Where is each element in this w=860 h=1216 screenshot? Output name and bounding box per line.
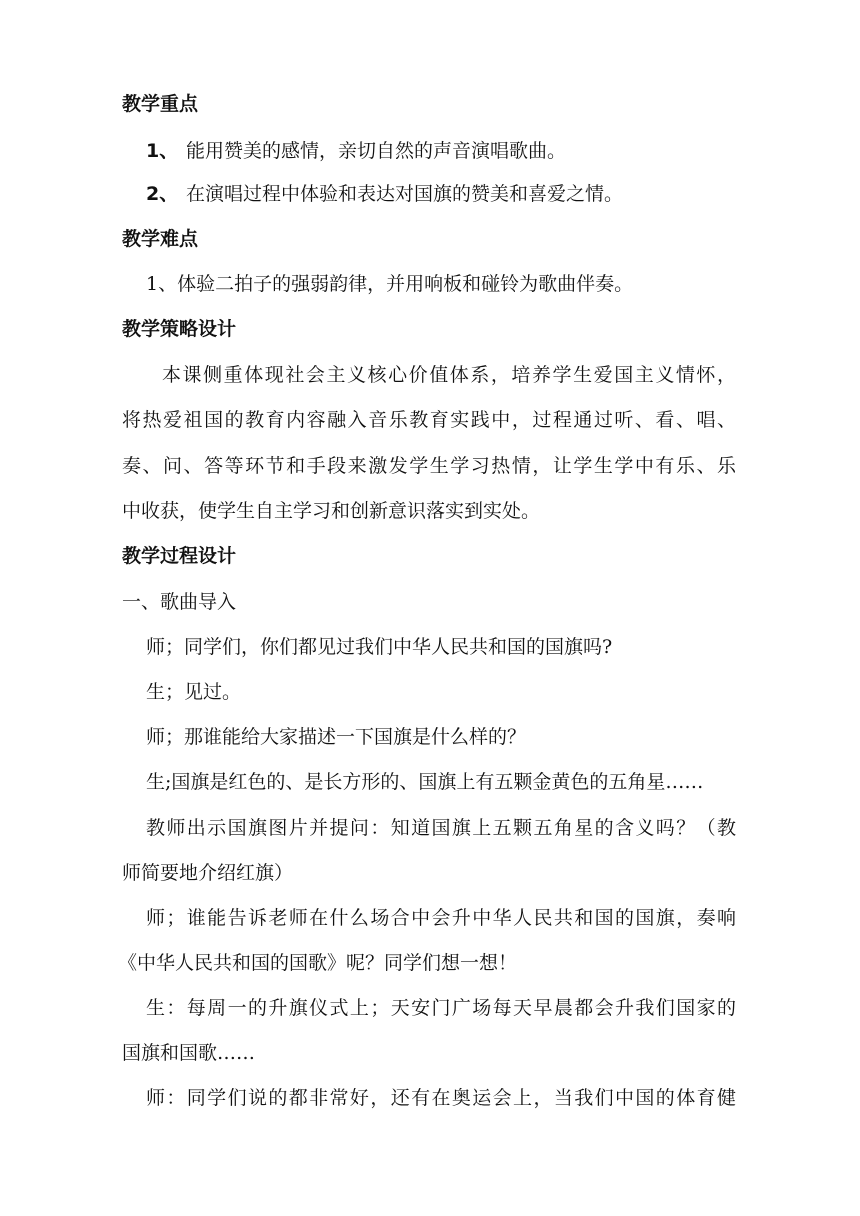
dialogue-line-2: 生；见过。 <box>146 681 242 703</box>
strategy-paragraph-line-1: 本课侧重体现社会主义核心价值体系，培养学生爱国主义情怀， <box>162 364 736 386</box>
dialogue-line-4: 生;国旗是红色的、是长方形的、国旗上有五颗金黄色的五角星…… <box>146 771 704 793</box>
dialogue-line-10: 国旗和国歌…… <box>122 1042 256 1064</box>
key-point-text-1: 能用赞美的感情，亲切自然的声音演唱歌曲。 <box>186 140 567 162</box>
dialogue-line-11: 师：同学们说的都非常好，还有在奥运会上，当我们中国的体育健 <box>146 1087 736 1109</box>
key-point-item-1 <box>146 140 771 162</box>
heading-process: 教学过程设计 <box>122 545 237 567</box>
heading-difficulties: 教学难点 <box>122 228 199 250</box>
dialogue-line-8: 《中华人民共和国的国歌》呢？同学们想一想！ <box>118 952 518 974</box>
heading-strategy: 教学策略设计 <box>122 318 237 340</box>
difficulty-item-1: 1、体验二拍子的强弱韵律，并用响板和碰铃为歌曲伴奏。 <box>146 273 634 295</box>
dialogue-line-6: 师简要地介绍红旗） <box>122 862 294 884</box>
dialogue-line-3: 师；那谁能给大家描述一下国旗是什么样的？ <box>146 726 527 748</box>
dialogue-line-1: 师；同学们，你们都见过我们中华人民共和国的国旗吗? <box>146 636 613 658</box>
dialogue-line-9: 生：每周一的升旗仪式上；天安门广场每天早晨都会升我们国家的 <box>146 997 736 1019</box>
dialogue-line-7: 师；谁能告诉老师在什么场合中会升中华人民共和国的国旗，奏响 <box>146 907 736 929</box>
key-point-number-1: 1、 <box>146 140 179 162</box>
section-1-title: 一、歌曲导入 <box>122 591 237 613</box>
strategy-paragraph-line-3: 奏、问、答等环节和手段来激发学生学习热情，让学生学中有乐、乐 <box>122 455 736 477</box>
heading-key-points: 教学重点 <box>122 93 199 115</box>
strategy-paragraph-line-2: 将热爱祖国的教育内容融入音乐教育实践中，过程通过听、看、唱、 <box>122 409 736 431</box>
key-point-text-2: 在演唱过程中体验和表达对国旗的赞美和喜爱之情。 <box>186 183 624 205</box>
dialogue-line-5: 教师出示国旗图片并提问：知道国旗上五颗五角星的含义吗？（教 <box>146 817 736 839</box>
key-point-item-2 <box>146 183 771 205</box>
strategy-paragraph-line-4: 中收获，使学生自主学习和创新意识落实到实处。 <box>122 500 541 522</box>
key-point-number-2: 2、 <box>146 183 179 205</box>
